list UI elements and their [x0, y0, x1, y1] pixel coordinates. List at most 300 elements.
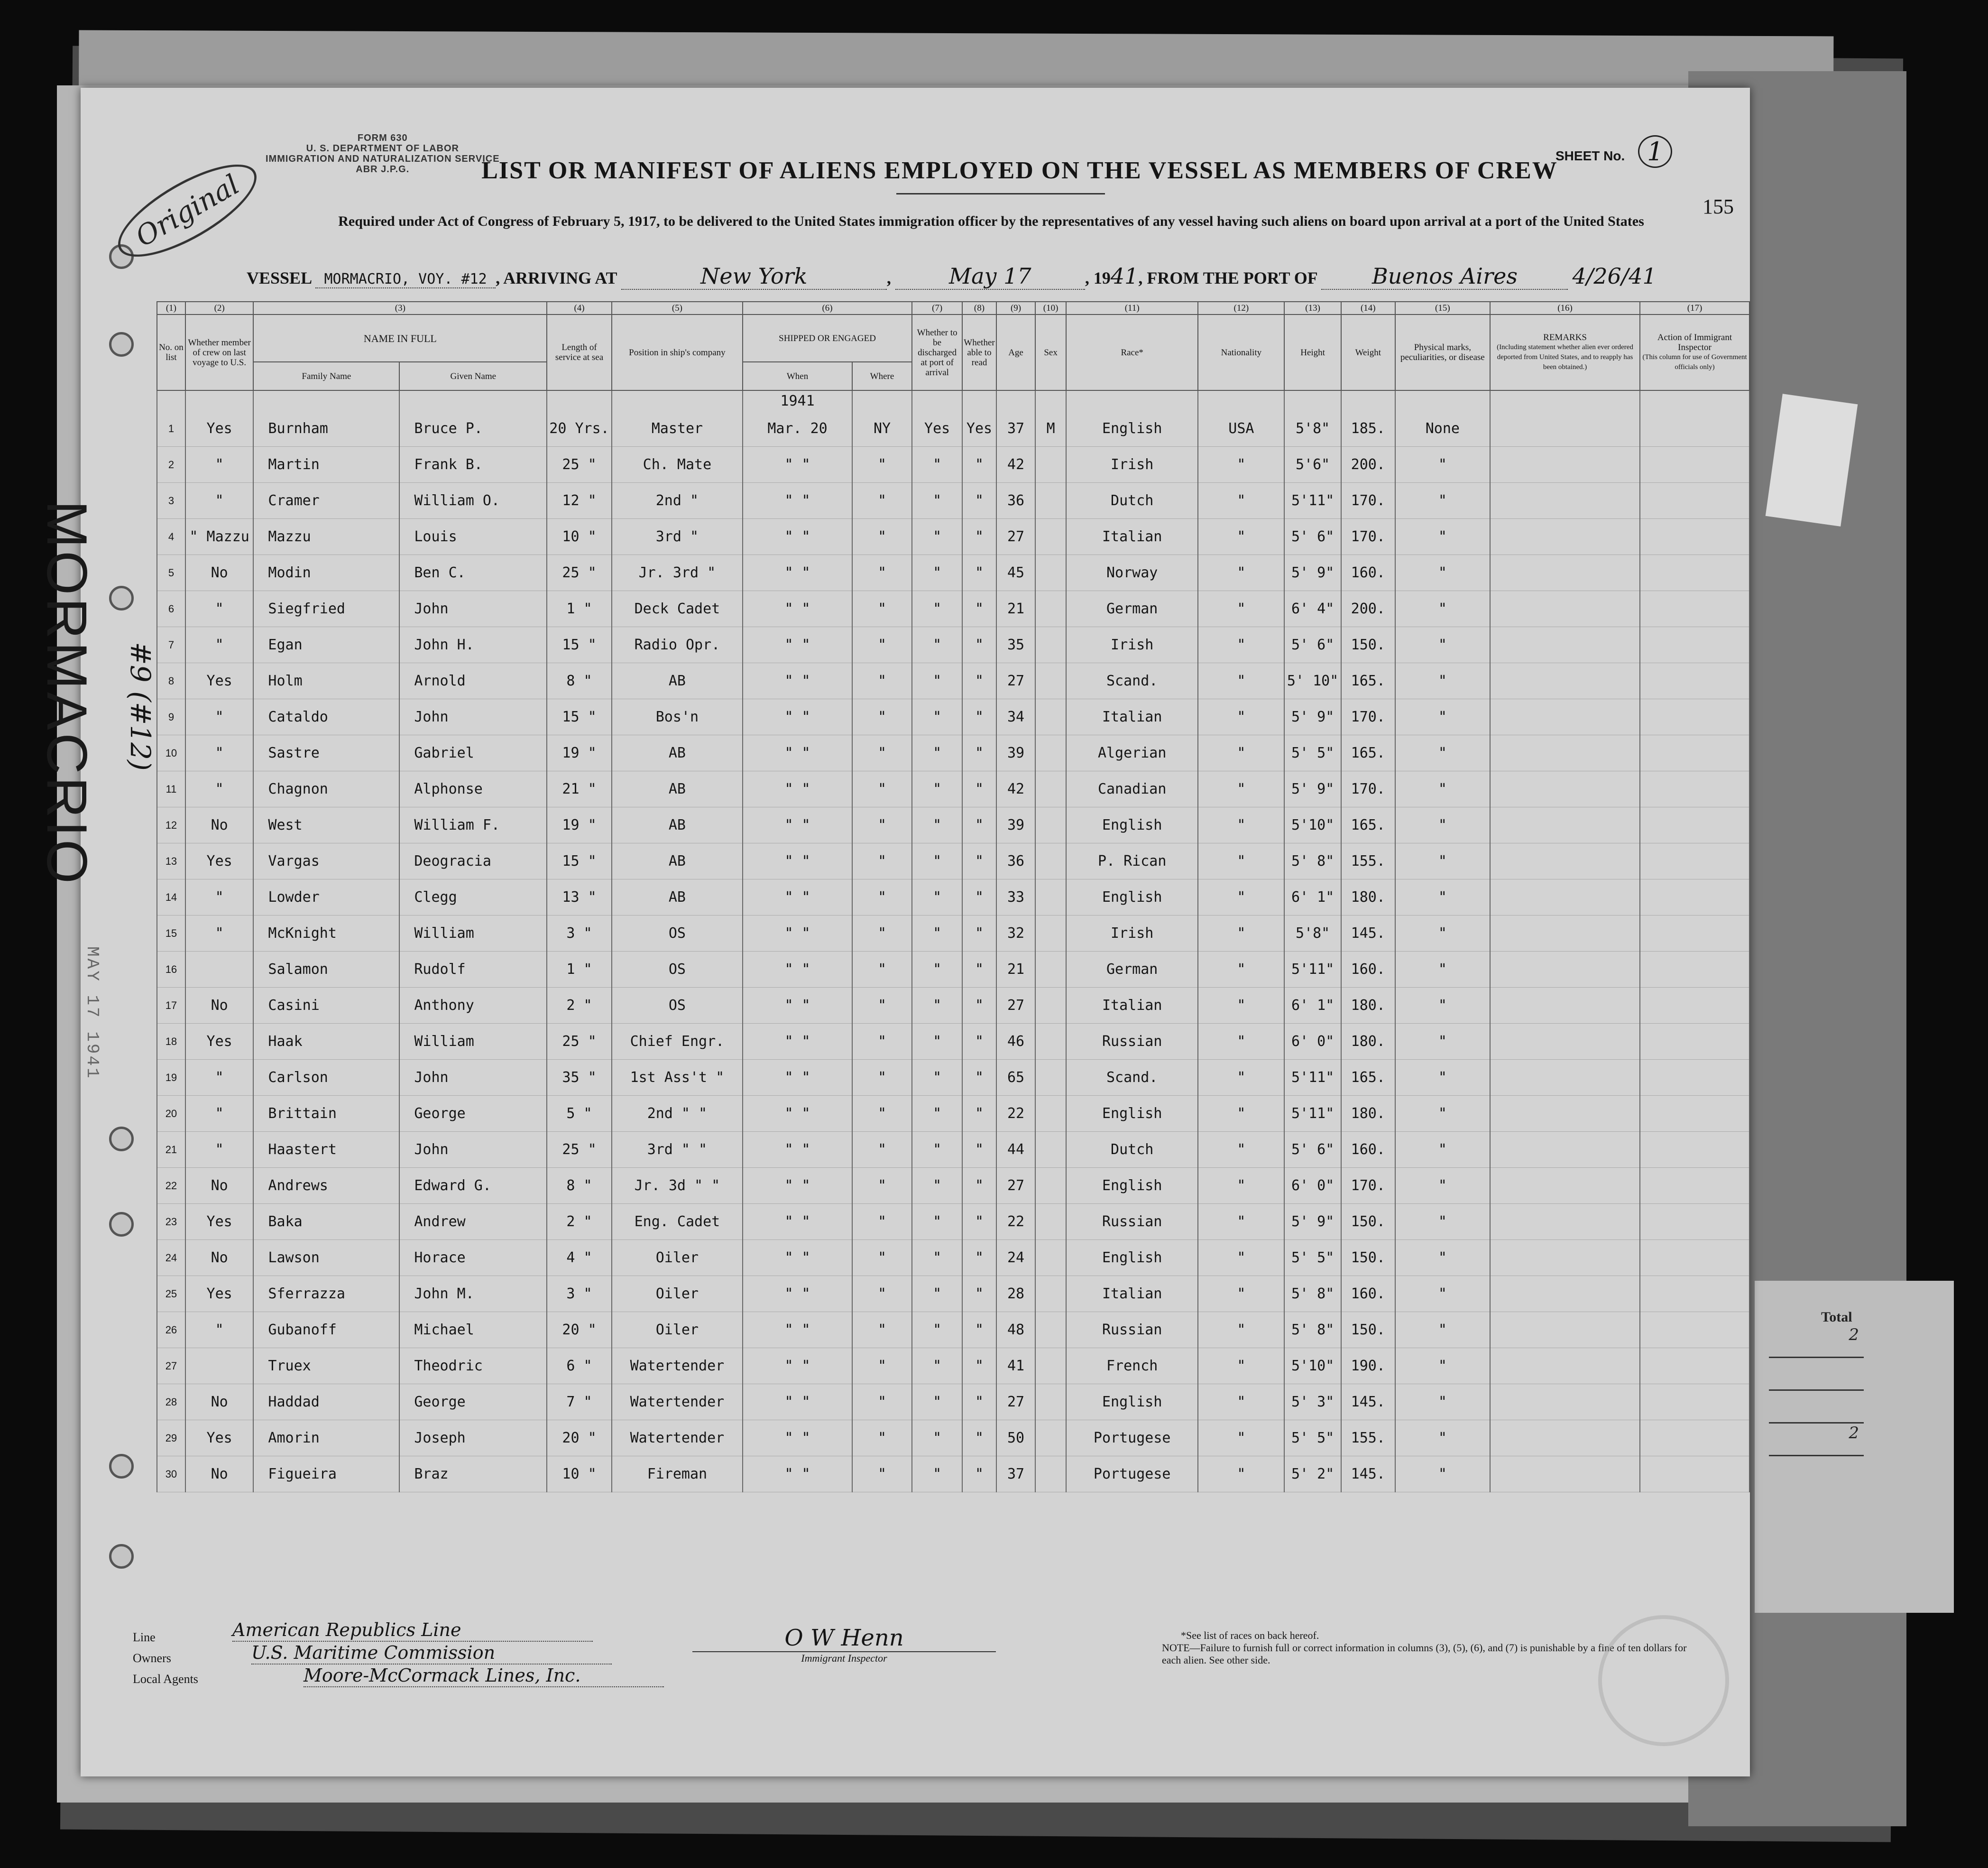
cell-sex [1035, 1276, 1066, 1312]
cell-age: 33 [996, 879, 1036, 916]
cell-row-number: 10 [157, 735, 185, 771]
cell-weight: 170. [1341, 771, 1395, 807]
punch-hole [109, 1127, 134, 1151]
cell-family-name: Cramer [253, 483, 399, 519]
cell-height: 5' 3" [1284, 1384, 1341, 1420]
cell-age: 21 [996, 591, 1036, 627]
col-num: (5) [612, 302, 743, 314]
cell-row-number: 19 [157, 1060, 185, 1096]
crew-row [157, 699, 1749, 735]
cell-given-name: Rudolf [399, 952, 547, 988]
cell-shipped-when: " " [743, 1384, 852, 1420]
cell-last-voyage: Yes [185, 1204, 254, 1240]
crew-row [157, 843, 1749, 879]
cell-shipped-when: " " [743, 735, 852, 771]
cell-inspector-action [1640, 1348, 1749, 1384]
cell-physical-marks: " [1395, 843, 1490, 879]
cell-weight: 165. [1341, 663, 1395, 699]
cell-height: 5'8" [1284, 916, 1341, 952]
cell-service-length: 8 " [547, 1168, 611, 1204]
col-num: (14) [1341, 302, 1395, 314]
cell-race: English [1066, 1096, 1198, 1132]
cell-nationality: " [1198, 1240, 1284, 1276]
crew-row [157, 807, 1749, 843]
crew-row [157, 988, 1749, 1024]
cell-physical-marks: " [1395, 555, 1490, 591]
cell-sex [1035, 447, 1066, 483]
cell-service-length: 4 " [547, 1240, 611, 1276]
cell-able-to-read: " [962, 1132, 996, 1168]
cell-age: 24 [996, 1240, 1036, 1276]
cell-family-name: Carlson [253, 1060, 399, 1096]
cell-weight: 165. [1341, 735, 1395, 771]
cell-nationality: " [1198, 1132, 1284, 1168]
cell-physical-marks: " [1395, 952, 1490, 988]
cell-given-name: Alphonse [399, 771, 547, 807]
cell-sex [1035, 1060, 1066, 1096]
cell-height: 5' 2" [1284, 1456, 1341, 1492]
cell-shipped-where: " [852, 1456, 912, 1492]
cell-given-name: William F. [399, 807, 547, 843]
side-total-value-2: 2 [1849, 1424, 1859, 1443]
cell-given-name: Joseph [399, 1420, 547, 1456]
cell-family-name: Andrews [253, 1168, 399, 1204]
cell-remarks [1490, 1096, 1640, 1132]
cell-given-name: Horace [399, 1240, 547, 1276]
cell-shipped-when: " " [743, 1096, 852, 1132]
owners-value: U.S. Maritime Commission [251, 1642, 612, 1665]
cell-shipped-where: " [852, 663, 912, 699]
cell-able-to-read: " [962, 483, 996, 519]
cell-race: German [1066, 591, 1198, 627]
cell-given-name: Ben C. [399, 555, 547, 591]
cell-sex [1035, 1456, 1066, 1492]
local-agents-label: Local Agents [133, 1672, 198, 1686]
col-header-nationality: Nationality [1198, 314, 1284, 390]
cell-last-voyage: No [185, 1168, 254, 1204]
cell-position: Eng. Cadet [612, 1204, 743, 1240]
cell-position: Watertender [612, 1348, 743, 1384]
cell-inspector-action [1640, 483, 1749, 519]
cell-position: OS [612, 916, 743, 952]
cell-able-to-read: " [962, 519, 996, 555]
cell-last-voyage: " [185, 699, 254, 735]
cell-last-voyage [185, 1348, 254, 1384]
cell-remarks [1490, 1024, 1640, 1060]
cell-age: 22 [996, 1096, 1036, 1132]
cell-height: 5'8" [1284, 411, 1341, 447]
cell-last-voyage: " [185, 916, 254, 952]
cell-height: 5' 8" [1284, 1276, 1341, 1312]
cell-age: 46 [996, 1024, 1036, 1060]
cell-age: 42 [996, 447, 1036, 483]
cell-last-voyage: " Mazzu [185, 519, 254, 555]
cell-discharged: " [912, 1240, 962, 1276]
line-value: American Republics Line [232, 1619, 593, 1642]
arriving-label: ARRIVING AT [503, 268, 617, 287]
cell-row-number: 21 [157, 1132, 185, 1168]
cell-remarks [1490, 483, 1640, 519]
cell-race: English [1066, 1240, 1198, 1276]
cell-last-voyage: No [185, 555, 254, 591]
cell-remarks [1490, 1420, 1640, 1456]
cell-race: Irish [1066, 447, 1198, 483]
cell-able-to-read: " [962, 771, 996, 807]
cell-given-name: Clegg [399, 879, 547, 916]
cell-age: 27 [996, 663, 1036, 699]
cell-service-length: 15 " [547, 699, 611, 735]
crew-row [157, 916, 1749, 952]
cell-physical-marks: " [1395, 1240, 1490, 1276]
cell-position: AB [612, 735, 743, 771]
cell-position: 2nd " " [612, 1096, 743, 1132]
cell-family-name: Brittain [253, 1096, 399, 1132]
col-header-no: No. on list [157, 314, 185, 390]
cell-sex [1035, 591, 1066, 627]
year-shipped: 1941 [743, 390, 852, 411]
cell-weight: 170. [1341, 699, 1395, 735]
cell-age: 39 [996, 807, 1036, 843]
cell-given-name: George [399, 1384, 547, 1420]
cell-weight: 165. [1341, 1060, 1395, 1096]
cell-nationality: " [1198, 1168, 1284, 1204]
cell-shipped-where: " [852, 1024, 912, 1060]
col-header-service: Length of service at sea [547, 314, 611, 390]
cell-race: English [1066, 879, 1198, 916]
cell-given-name: William [399, 916, 547, 952]
cell-inspector-action [1640, 1240, 1749, 1276]
cell-last-voyage: " [185, 483, 254, 519]
cell-last-voyage: " [185, 771, 254, 807]
cell-sex [1035, 663, 1066, 699]
cell-discharged: " [912, 483, 962, 519]
cell-weight: 160. [1341, 555, 1395, 591]
cell-shipped-when: " " [743, 1348, 852, 1384]
cell-service-length: 19 " [547, 735, 611, 771]
cell-weight: 145. [1341, 1456, 1395, 1492]
cell-position: Watertender [612, 1384, 743, 1420]
cell-age: 65 [996, 1060, 1036, 1096]
cell-age: 42 [996, 771, 1036, 807]
cell-sex [1035, 1420, 1066, 1456]
cell-position: AB [612, 843, 743, 879]
cell-discharged: " [912, 1312, 962, 1348]
local-agents-value: Moore-McCormack Lines, Inc. [304, 1665, 664, 1687]
cell-weight: 170. [1341, 483, 1395, 519]
cell-position: 1st Ass't " [612, 1060, 743, 1096]
cell-family-name: Cataldo [253, 699, 399, 735]
cell-given-name: Gabriel [399, 735, 547, 771]
col-num: (11) [1066, 302, 1198, 314]
cell-position: 3rd " [612, 519, 743, 555]
cell-given-name: Anthony [399, 988, 547, 1024]
cell-race: English [1066, 1168, 1198, 1204]
cell-shipped-when: " " [743, 483, 852, 519]
crew-rows [157, 390, 1749, 1492]
cell-physical-marks: " [1395, 447, 1490, 483]
cell-able-to-read: " [962, 663, 996, 699]
vessel-line: VESSEL MORMACRIO, VOY. #12 , ARRIVING AT New York , May 17 , 1941, FROM THE PORT OF Buenos Aires 4/26/41 [247, 263, 1657, 289]
cell-race: Italian [1066, 1276, 1198, 1312]
cell-last-voyage: Yes [185, 1420, 254, 1456]
cell-weight: 155. [1341, 1420, 1395, 1456]
cell-family-name: Haddad [253, 1384, 399, 1420]
cell-discharged: " [912, 1168, 962, 1204]
cell-shipped-where: " [852, 1060, 912, 1096]
cell-height: 5' 6" [1284, 627, 1341, 663]
cell-remarks [1490, 1060, 1640, 1096]
crew-row [157, 591, 1749, 627]
cell-race: Russian [1066, 1024, 1198, 1060]
cell-weight: 150. [1341, 1204, 1395, 1240]
cell-able-to-read: " [962, 843, 996, 879]
inspector-signature-block [692, 1625, 996, 1665]
cell-height: 5' 5" [1284, 1240, 1341, 1276]
remarks-label: REMARKS [1543, 333, 1587, 342]
cell-discharged: " [912, 807, 962, 843]
inspector-label: Immigrant Inspector [801, 1652, 887, 1664]
cell-inspector-action [1640, 916, 1749, 952]
cell-last-voyage: Yes [185, 663, 254, 699]
cell-able-to-read: " [962, 879, 996, 916]
cell-family-name: Lowder [253, 879, 399, 916]
cell-able-to-read: " [962, 447, 996, 483]
cell-given-name: Michael [399, 1312, 547, 1348]
col-header-marks: Physical marks, peculiarities, or disease [1395, 314, 1490, 390]
cell-able-to-read: " [962, 1348, 996, 1384]
cell-shipped-when: " " [743, 771, 852, 807]
sheet-number-value: 1 [1638, 135, 1672, 168]
cell-row-number: 14 [157, 879, 185, 916]
cell-able-to-read: " [962, 1204, 996, 1240]
cell-physical-marks: " [1395, 1168, 1490, 1204]
cell-last-voyage: No [185, 1384, 254, 1420]
cell-discharged: " [912, 1348, 962, 1384]
cell-weight: 200. [1341, 447, 1395, 483]
cell-race: Italian [1066, 988, 1198, 1024]
cell-height: 5'10" [1284, 1348, 1341, 1384]
cell-weight: 145. [1341, 916, 1395, 952]
cell-row-number: 9 [157, 699, 185, 735]
cell-discharged: " [912, 1132, 962, 1168]
cell-discharged: " [912, 988, 962, 1024]
cell-row-number: 30 [157, 1456, 185, 1492]
cell-position: Master [612, 411, 743, 447]
cell-discharged: " [912, 1204, 962, 1240]
cell-family-name: Salamon [253, 952, 399, 988]
cell-family-name: Casini [253, 988, 399, 1024]
cell-family-name: West [253, 807, 399, 843]
cell-given-name: John M. [399, 1276, 547, 1312]
cell-height: 6' 0" [1284, 1024, 1341, 1060]
cell-discharged: " [912, 843, 962, 879]
col-header-action [1640, 314, 1749, 390]
cell-race: Dutch [1066, 483, 1198, 519]
cell-given-name: William O. [399, 483, 547, 519]
cell-row-number: 5 [157, 555, 185, 591]
document-subtitle: Required under Act of Congress of February 5, 1917, to be delivered to the United States immigration officer by the representatives of any vessel having such aliens on board upon arrival at a port of the United States [338, 213, 1644, 229]
cell-last-voyage: " [185, 1096, 254, 1132]
cell-service-length: 2 " [547, 1204, 611, 1240]
cell-physical-marks: " [1395, 988, 1490, 1024]
col-header-position: Position in ship's company [612, 314, 743, 390]
col-header-discharged: Whether to be discharged at port of arrival [912, 314, 962, 390]
cell-race: Russian [1066, 1312, 1198, 1348]
cell-service-length: 3 " [547, 916, 611, 952]
cell-able-to-read: " [962, 1240, 996, 1276]
official-seal [1598, 1615, 1729, 1746]
punch-hole [109, 1212, 134, 1237]
cell-nationality: " [1198, 699, 1284, 735]
cell-position: OS [612, 952, 743, 988]
cell-nationality: " [1198, 1420, 1284, 1456]
cell-inspector-action [1640, 988, 1749, 1024]
cell-shipped-where: " [852, 1384, 912, 1420]
col-header-name: NAME IN FULL [253, 314, 547, 362]
cell-physical-marks: " [1395, 1204, 1490, 1240]
remarks-sub: (Including statement whether alien ever ordered deported from United States, and to reapply has been obtained.) [1497, 343, 1633, 371]
cell-height: 6' 1" [1284, 988, 1341, 1024]
cell-age: 28 [996, 1276, 1036, 1312]
crew-row [157, 1276, 1749, 1312]
arrival-date: May 17 [895, 263, 1085, 290]
cell-shipped-when: " " [743, 1060, 852, 1096]
cell-shipped-when: " " [743, 807, 852, 843]
cell-given-name: Frank B. [399, 447, 547, 483]
cell-inspector-action [1640, 555, 1749, 591]
original-stamp: Original [106, 147, 269, 274]
cell-shipped-when: " " [743, 1024, 852, 1060]
cell-race: P. Rican [1066, 843, 1198, 879]
cell-given-name: Bruce P. [399, 411, 547, 447]
cell-discharged: " [912, 447, 962, 483]
column-number-row [157, 302, 1749, 314]
cell-nationality: " [1198, 771, 1284, 807]
cell-given-name: John H. [399, 627, 547, 663]
cell-shipped-when: " " [743, 988, 852, 1024]
cell-inspector-action [1640, 879, 1749, 916]
cell-sex [1035, 519, 1066, 555]
cell-discharged: Yes [912, 411, 962, 447]
cell-race: Irish [1066, 627, 1198, 663]
cell-age: 44 [996, 1132, 1036, 1168]
cell-physical-marks: " [1395, 807, 1490, 843]
cell-nationality: " [1198, 447, 1284, 483]
crew-row [157, 771, 1749, 807]
cell-able-to-read: " [962, 735, 996, 771]
cell-remarks [1490, 988, 1640, 1024]
cell-sex [1035, 916, 1066, 952]
cell-nationality: " [1198, 663, 1284, 699]
cell-service-length: 10 " [547, 519, 611, 555]
cell-shipped-where: " [852, 916, 912, 952]
cell-physical-marks: " [1395, 1384, 1490, 1420]
cell-shipped-when: " " [743, 555, 852, 591]
cell-nationality: " [1198, 1204, 1284, 1240]
cell-physical-marks: " [1395, 1096, 1490, 1132]
cell-shipped-where: " [852, 1240, 912, 1276]
col-header-race: Race* [1066, 314, 1198, 390]
cell-height: 6' 1" [1284, 879, 1341, 916]
cell-physical-marks: " [1395, 1348, 1490, 1384]
cell-physical-marks: " [1395, 483, 1490, 519]
cell-row-number: 8 [157, 663, 185, 699]
cell-nationality: " [1198, 807, 1284, 843]
cell-age: 50 [996, 1420, 1036, 1456]
cell-weight: 170. [1341, 1168, 1395, 1204]
cell-able-to-read: " [962, 699, 996, 735]
owners-label: Owners [133, 1651, 171, 1665]
cell-position: Jr. 3d " " [612, 1168, 743, 1204]
cell-remarks [1490, 807, 1640, 843]
cell-position: Watertender [612, 1420, 743, 1456]
cell-physical-marks: " [1395, 1276, 1490, 1312]
cell-shipped-when: " " [743, 1240, 852, 1276]
side-total-value-1: 2 [1849, 1325, 1859, 1344]
cell-nationality: " [1198, 1096, 1284, 1132]
cell-family-name: Holm [253, 663, 399, 699]
cell-weight: 200. [1341, 591, 1395, 627]
col-num: (17) [1640, 302, 1749, 314]
crew-row [157, 483, 1749, 519]
cell-row-number: 22 [157, 1168, 185, 1204]
cell-given-name: Braz [399, 1456, 547, 1492]
cell-shipped-when: " " [743, 1420, 852, 1456]
col-num: (10) [1035, 302, 1066, 314]
crew-row [157, 1384, 1749, 1420]
cell-age: 36 [996, 483, 1036, 519]
cell-height: 5'11" [1284, 952, 1341, 988]
cell-shipped-where: " [852, 735, 912, 771]
cell-inspector-action [1640, 1168, 1749, 1204]
cell-service-length: 25 " [547, 1024, 611, 1060]
crew-row [157, 447, 1749, 483]
cell-remarks [1490, 735, 1640, 771]
cell-sex [1035, 699, 1066, 735]
sheet-number-label: SHEET No. [1555, 148, 1625, 163]
cell-nationality: " [1198, 952, 1284, 988]
crew-row [157, 1024, 1749, 1060]
cell-inspector-action [1640, 771, 1749, 807]
cell-family-name: Amorin [253, 1420, 399, 1456]
cell-weight: 160. [1341, 1276, 1395, 1312]
cell-row-number: 1 [157, 411, 185, 447]
cell-last-voyage [185, 952, 254, 988]
cell-position: Bos'n [612, 699, 743, 735]
departure-date: 4/26/41 [1572, 263, 1657, 289]
cell-discharged: " [912, 1024, 962, 1060]
cell-race: German [1066, 952, 1198, 988]
page-count: 155 [1703, 195, 1734, 218]
cell-age: 27 [996, 1384, 1036, 1420]
cell-shipped-when: " " [743, 1168, 852, 1204]
cell-shipped-where: " [852, 555, 912, 591]
cell-given-name: Louis [399, 519, 547, 555]
cell-discharged: " [912, 1384, 962, 1420]
form-department: U. S. DEPARTMENT OF LABOR [306, 143, 459, 154]
col-num: (16) [1490, 302, 1640, 314]
cell-shipped-where: " [852, 807, 912, 843]
cell-able-to-read: " [962, 591, 996, 627]
cell-race: Italian [1066, 699, 1198, 735]
cell-sex [1035, 1096, 1066, 1132]
cell-shipped-when: " " [743, 663, 852, 699]
cell-given-name: George [399, 1096, 547, 1132]
punch-hole [109, 1454, 134, 1479]
col-num: (1) [157, 302, 185, 314]
cell-family-name: Baka [253, 1204, 399, 1240]
cell-nationality: " [1198, 843, 1284, 879]
